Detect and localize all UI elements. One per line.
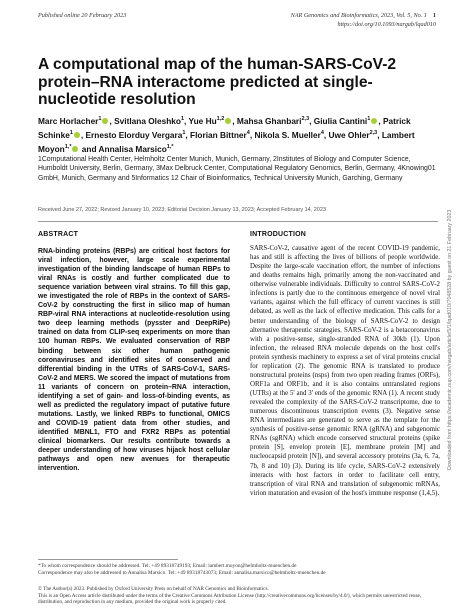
author-affiliation-marker: 1 <box>69 130 73 137</box>
author-name: Patrick Schinke <box>38 115 411 140</box>
introduction-body: SARS-CoV-2, causative agent of the recent COVID-19 pandemic, has and still is affecting the lives of billions of people worldwide. Despite the large-scale vaccination effort, the number of infections and deaths remains high, primarily among the non-vaccinated and otherwise vulnerable individuals. Difficulty to control SARS-CoV-2 infections is partly due to the continuous emergence of novel viral variants, against which the full efficacy of current vaccines is still debated, as well as the lack of effective medication. This calls for a better understanding of the biology of SARS-CoV-2 to design alternative therapeutic strategies. SARS-CoV-2 is a betacoronavirus with a positive-sense, single-stranded RNA of 30kb (1). Upon infection, the released RNA molecule depends on the host cell's protein synthesis machinery to express a set of viral proteins crucial for replication (2). The genomic RNA is translated to produce nonstructural proteins (nsps) from two open reading frames (ORFs), ORF1a and ORF1b, and it is also contains untranslated regions (UTRs) at the 5' and 3' ends of the genomic RNA (1). A recent study revealed the complexity of the SARS-CoV-2 transcriptome, due to numerous discontinuous transcription events (3). Negative sense RNA intermediates are generated to serve as the template for the synthesis of positive-sense genomic RNA (gRNA) and subgenomic RNAs (sgRNA) which encode conserved structural proteins (spike protein [S], envelop protein [E], membrane protein [M] and nucleocapsid protein [N]), and several accessory proteins (3a, 6, 7a, 7b, 8 and 10) (3). During its life cycle, SARS-CoV-2 extensively interacts with host factors in order to facilitate cell entry, transcription of viral RNA and translation of subgenomic mRNAs, virion maturation and evasion of the host's immune response (1,4,5). <box>250 245 440 497</box>
author-separator: , <box>378 115 383 126</box>
author-name: Florian Bittner <box>190 129 247 140</box>
abstract-heading: ABSTRACT <box>38 231 79 238</box>
corresponding-author-2: Correspondence may also be addressed to Annalisa Marsico. Tel: +49 89318743073; Email: annalisa.marsico@helmholtz-muenchen.de <box>38 570 326 576</box>
doi-link[interactable]: https://doi.org/10.1093/nargab/lqad010 <box>337 20 436 28</box>
submission-dates: Received June 27, 2022; Revised January 10, 2023; Editorial Decision January 13, 2023; Accepted February 14, 2023 <box>38 207 327 213</box>
journal-info <box>291 12 436 29</box>
author-affiliation-marker: 1 <box>98 116 102 122</box>
author-affiliation-marker: 2,3 <box>369 130 378 137</box>
affiliations: 1Computational Health Center, Helmholtz Center Munich, Munich, Germany, 2Institutes of Biology and Computer Science, Humboldt University, Berlin, Germany, 3Max Delbruck Center, Computational Regulatory Genomics, Berlin, Germany, 4Knowing01 GmbH, Munich, Germany and 5Informatics 12 Chair of Bioinformatics, Technical University Munich, Garching, Germany <box>38 156 436 182</box>
author-separator: , <box>80 129 86 140</box>
publication-date: Published online 20 February 2023 <box>38 12 127 19</box>
author-separator: , <box>184 115 189 126</box>
author-affiliation-marker: 1,2 <box>216 116 225 122</box>
author-affiliation-marker: 1,* <box>64 144 72 151</box>
orcid-icon[interactable] <box>102 118 108 124</box>
author-separator: , <box>309 115 314 126</box>
author-name: Annalisa Marsico <box>98 144 167 155</box>
corresponding-author-1: *To whom correspondence should be addressed. Tel: +49 89318749193; Email: lambert.moyon@helmholtz-muenchen.de <box>38 563 297 569</box>
author-name: Ernesto Elorduy Vergara <box>85 129 183 140</box>
author-name: Mahsa Ghanbari <box>236 115 302 126</box>
author-affiliation-marker: 1 <box>367 116 371 122</box>
orcid-icon[interactable] <box>225 118 231 124</box>
author-name: Yue Hu <box>188 115 217 126</box>
journal-line: NAR Genomics and Bioinformatics, 2023, Vol. 5, No. 1 <box>290 12 427 19</box>
abstract-body: RNA-binding proteins (RBPs) are critical host factors for viral infection, however, large scale experimental investigation of the binding landscape of human RBPs to viral RNAs is costly and further complicated due to sequence variation between viral strains. To fill this gap, we investigated the role of RBPs in the context of SARS-CoV-2 by constructing the first in silico map of human RBP-viral RNA interactions at nucleotide-resolution using two deep learning methods (pysster and DeepRiPe) trained on data from CLIP-seq experiments on more than 100 human RBPs. We evaluated conservation of RBP binding between six other human pathogenic coronaviruses and identified sites of conserved and differential binding in the UTRs of SARS-CoV-1, SARS-CoV-2 and MERS. We scored the impact of mutations from 11 variants of concern on protein–RNA interaction, identifying a set of gain- and loss-of-binding events, as well as predicted the regulatory impact of putative future mutations. Lastly, we linked RBPs to functional, OMICS and COVID-19 patient data from other studies, and identified MBNL1, FTO and FXR2 RBPs as potential clinical biomarkers. Our results contribute towards a deeper understanding of how viruses hijack host cellular pathways and open new avenues for therapeutic intervention. <box>38 248 230 473</box>
copyright-line: © The Author(s) 2023. Published by Oxford University Press on behalf of NAR Genomics and Bioinformatics. <box>38 586 269 592</box>
orcid-icon[interactable] <box>74 132 80 138</box>
author-separator: , <box>185 129 191 140</box>
author-name: Uwe Ohler <box>328 129 370 140</box>
author-separator: and <box>79 144 99 155</box>
author-affiliation-marker: 1,* <box>166 144 174 151</box>
copyright-notice <box>38 586 438 606</box>
author-affiliation-marker: 4 <box>246 130 250 137</box>
divider-top <box>38 221 438 222</box>
author-affiliation-marker: 1 <box>182 130 186 137</box>
license-text: This is an Open Access article distributed under the terms of the Creative Commons Attribution License (http://creativecommons.org/licenses/by/4.0/), which permits unrestricted reuse, distribution, and reproduction in any medium, provided the original work is properly cited. <box>38 592 422 606</box>
author-separator: , <box>109 115 115 126</box>
download-watermark: Downloaded from https://academic.oup.com/nargab/article/5/1/lqad010/7048528 by guest on 21 February 2023 <box>447 209 453 470</box>
divider-footnote <box>38 559 178 560</box>
author-name: Nikola S. Mueller <box>254 129 321 140</box>
introduction-heading: INTRODUCTION <box>250 231 307 238</box>
author-separator: , <box>377 129 382 140</box>
author-list <box>38 113 438 156</box>
orcid-icon[interactable] <box>72 146 78 152</box>
paper-title: A computational map of the human-SARS-CoV-2 protein–RNA interactome predicted at single-nucleotide resolution <box>38 56 397 108</box>
author-name: Svitlana Oleshko <box>114 115 181 126</box>
running-header <box>38 12 436 36</box>
orcid-icon[interactable] <box>371 118 377 124</box>
author-name: Lambert Moyon <box>38 129 415 155</box>
author-separator: , <box>249 129 255 140</box>
author-affiliation-marker: 1 <box>180 116 185 122</box>
author-affiliation-marker: 2,3 <box>301 116 310 122</box>
author-name: Marc Horlacher <box>38 115 99 126</box>
author-separator: , <box>232 115 237 126</box>
author-affiliation-marker: 4 <box>320 130 324 137</box>
correspondence-notes <box>38 563 438 577</box>
author-separator: , <box>323 129 329 140</box>
author-name: Giulia Cantini <box>313 115 368 126</box>
page-number: 1 <box>432 12 436 19</box>
